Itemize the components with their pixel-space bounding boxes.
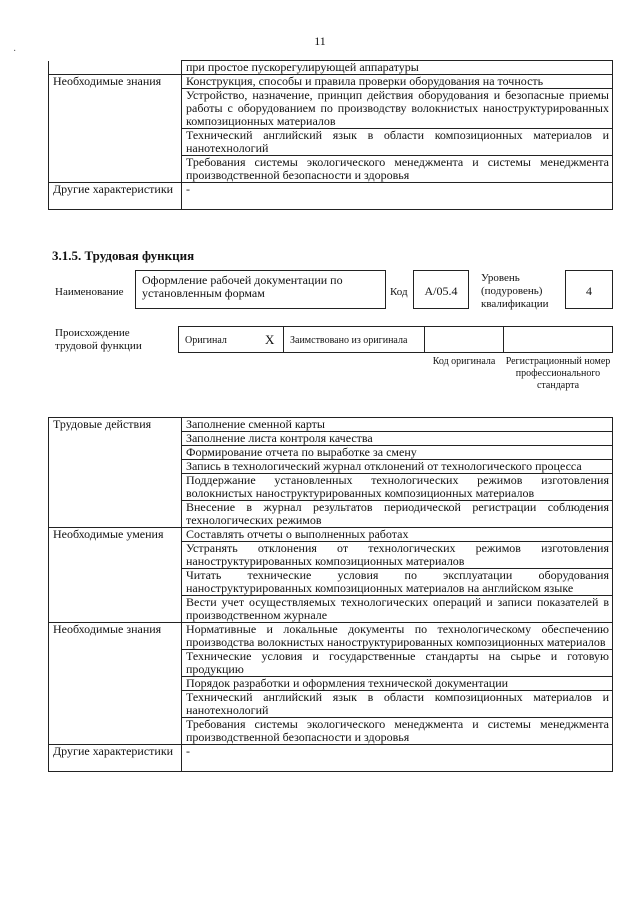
original-mark: X	[265, 332, 275, 347]
original-label: Оригинал	[185, 335, 227, 346]
top-table	[48, 60, 613, 210]
section-title: 3.1.5. Трудовая функция	[52, 248, 195, 263]
level-value-box	[565, 270, 613, 309]
page-number: 11	[314, 34, 326, 48]
row-item: Заполнение листа контроля качества	[182, 432, 613, 446]
row-label: Необходимые умения	[49, 528, 182, 623]
row-label: Другие характеристики	[49, 745, 182, 772]
row-item: Читать технические условия по эксплуатации оборудования наноструктурированных композиционных материалов на английском языке	[182, 569, 613, 596]
main-table	[48, 417, 613, 772]
table-row	[49, 75, 613, 89]
borrowed-label: Заимствовано из оригинала	[290, 335, 408, 346]
row-label: Трудовые действия	[49, 418, 182, 528]
origin-label: Происхождение трудовой функции	[55, 327, 142, 352]
row-item: Заполнение сменной карты	[182, 418, 613, 432]
row-item: Порядок разработки и оформления технической документации	[182, 677, 613, 691]
row-item: -	[182, 183, 613, 210]
code-value: А/05.4	[424, 284, 458, 298]
reg-number-caption: Регистрационный номер профессионального стандарта	[505, 356, 611, 391]
name-value-box	[135, 270, 386, 309]
row-label: Другие характеристики	[49, 183, 182, 210]
row-item: Требования системы экологического менеджмента и системы менеджмента производственной безопасности и здоровья	[182, 156, 613, 183]
row-label	[49, 61, 182, 75]
row-item: Технические условия и государственные стандарты на сырье и готовую продукцию	[182, 650, 613, 677]
row-item: Вести учет осуществляемых технологических операций и записи показателей в производственном журнале	[182, 596, 613, 623]
row-item: Поддержание установленных технологических режимов изготовления волокнистых наноструктурированных композиционных материалов	[182, 474, 613, 501]
origin-code-caption: Код оригинала	[432, 356, 496, 367]
row-label: Необходимые знания	[49, 75, 182, 183]
row-item: Конструкция, способы и правила проверки оборудования на точность	[182, 75, 613, 89]
row-item: Нормативные и локальные документы по технологическому обеспечению производства волокнистых наноструктурированных композиционных материалов	[182, 623, 613, 650]
level-label: Уровень (подуровень) квалификации	[481, 272, 549, 310]
row-item: Формирование отчета по выработке за смену	[182, 446, 613, 460]
row-item: Технический английский язык в области композиционных материалов и нанотехнологий	[182, 691, 613, 718]
table-row	[49, 418, 613, 432]
name-value: Оформление рабочей документации по установленным формам	[142, 273, 343, 300]
table-row	[49, 61, 613, 75]
original-box	[178, 326, 284, 353]
row-item: Устройство, назначение, принцип действия оборудования и безопасные приемы работы с оборудованием по производству волокнистых наноструктурированных композиционных материалов	[182, 89, 613, 129]
row-item: Технический английский язык в области композиционных материалов и нанотехнологий	[182, 129, 613, 156]
table-row	[49, 183, 613, 210]
row-item: Составлять отчеты о выполненных работах	[182, 528, 613, 542]
table-row	[49, 623, 613, 650]
reg-number-box	[503, 326, 613, 353]
code-label: Код	[390, 286, 408, 298]
row-item: Требования системы экологического менеджмента и системы менеджмента производственной безопасности и здоровья	[182, 718, 613, 745]
scan-speck: ·	[13, 46, 17, 57]
row-item: Внесение в журнал результатов периодической регистрации соблюдения технологических режимов	[182, 501, 613, 528]
origin-code-box	[424, 326, 504, 353]
level-value: 4	[586, 284, 592, 298]
row-item: -	[182, 745, 613, 772]
table-row	[49, 745, 613, 772]
table-row	[49, 528, 613, 542]
row-item: при простое пускорегулирующей аппаратуры	[182, 61, 613, 75]
row-item: Запись в технологический журнал отклонений от технологического процесса	[182, 460, 613, 474]
row-label: Необходимые знания	[49, 623, 182, 745]
code-value-box	[413, 270, 469, 309]
name-label: Наименование	[55, 286, 124, 298]
borrowed-box	[283, 326, 425, 353]
row-item: Устранять отклонения от технологических режимов изготовления наноструктурированных композиционных материалов	[182, 542, 613, 569]
